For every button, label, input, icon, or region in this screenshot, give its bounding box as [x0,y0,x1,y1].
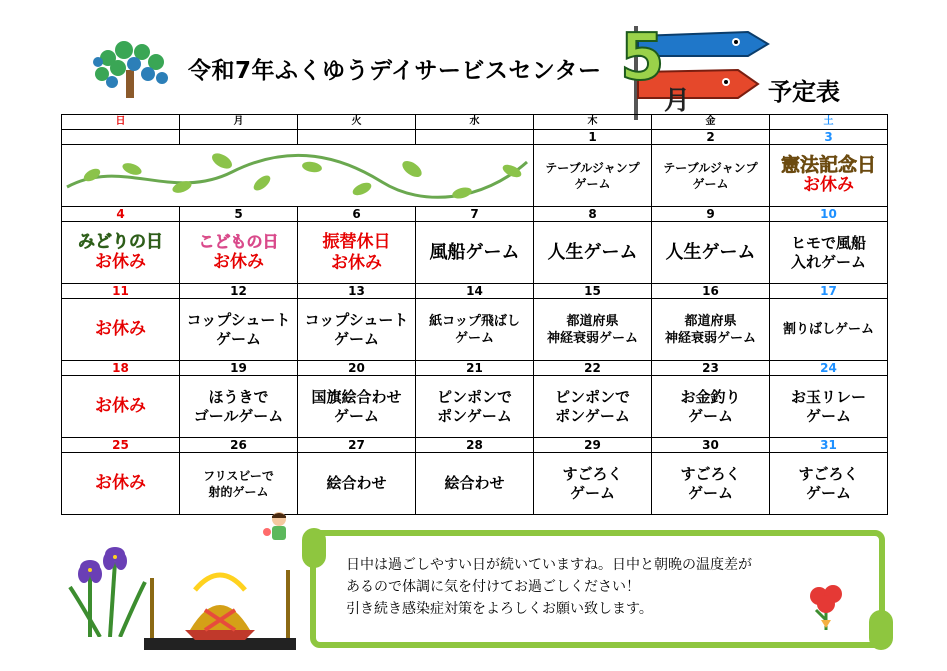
date-cell: 25 [62,438,180,453]
activity-cell: ヒモで風船 入れゲーム [770,222,888,284]
closed-label: お休み [213,252,264,272]
message-line: あるので体調に気を付けてお過ごしください！ [346,579,640,595]
holiday-name: こどもの日 [198,232,279,251]
iris-flower-icon [60,532,150,637]
weekday-header-row [62,115,888,130]
activity-cell: 都道府県 神経衰弱ゲーム [652,299,770,361]
date-cell: 21 [416,361,534,376]
date-cell: 10 [770,207,888,222]
date-cell: 3 [770,130,888,145]
date-cell: 4 [62,207,180,222]
activity-cell: テーブルジャンプ ゲーム [652,145,770,207]
vine-decoration-cell [62,145,534,207]
date-cell: 24 [770,361,888,376]
week-3-activities [62,299,888,361]
activity-cell: 風船ゲーム [416,222,534,284]
week-4-dates [62,361,888,376]
week-2-dates [62,207,888,222]
date-cell [298,130,416,145]
closed-label: お休み [95,252,146,272]
activity-cell: すごろく ゲーム [534,453,652,515]
date-cell: 27 [298,438,416,453]
date-cell: 16 [652,284,770,299]
activity-cell-closed: お休み [62,453,180,515]
date-cell: 9 [652,207,770,222]
weekday-mon: 月 [180,115,298,130]
activity-cell: すごろく ゲーム [770,453,888,515]
message-line: 日中は過ごしやすい日が続いていますね。日中と朝晩の温度差が [346,557,752,573]
activity-cell-closed: お休み [62,299,180,361]
activity-cell-holiday [298,222,416,284]
month-kanji: 月 [664,86,691,116]
calendar-table [61,114,888,515]
weekday-fri: 金 [652,115,770,130]
message-text [346,554,752,620]
message-line: 引き続き感染症対策をよろしくお願い致します。 [346,601,653,617]
month-number: 5 [620,21,665,95]
activity-cell: 国旗絵合わせ ゲーム [298,376,416,438]
kabuto-helmet-icon [140,560,300,655]
tree-logo-icon [88,38,176,102]
date-cell: 1 [534,130,652,145]
activity-cell: 人生ゲーム [534,222,652,284]
date-cell: 7 [416,207,534,222]
holiday-name: みどりの日 [78,232,163,252]
activity-cell: テーブルジャンプ ゲーム [534,145,652,207]
date-cell: 23 [652,361,770,376]
activity-cell-holiday [180,222,298,284]
week-2-activities [62,222,888,284]
activity-cell: 絵合わせ [298,453,416,515]
date-cell: 12 [180,284,298,299]
week-5-activities [62,453,888,515]
date-cell: 29 [534,438,652,453]
date-cell: 5 [180,207,298,222]
page-title: 令和7年ふくゆうデイサービスセンター [188,58,602,84]
date-cell: 17 [770,284,888,299]
activity-cell-holiday [770,145,888,207]
date-cell: 26 [180,438,298,453]
holiday-name: 振替休日 [322,231,391,252]
activity-cell: 紙コップ飛ばし ゲーム [416,299,534,361]
date-cell: 11 [62,284,180,299]
date-cell: 8 [534,207,652,222]
activity-cell: ピンポンで ポンゲーム [534,376,652,438]
date-cell: 13 [298,284,416,299]
activity-cell: お金釣り ゲーム [652,376,770,438]
activity-cell-closed: お休み [62,376,180,438]
activity-cell: フリスビーで 射的ゲーム [180,453,298,515]
carnation-icon [801,580,851,630]
weekday-wed: 水 [416,115,534,130]
activity-cell: 絵合わせ [416,453,534,515]
scroll-decoration [869,610,893,650]
scroll-decoration [302,528,326,568]
activity-cell: コップシュート ゲーム [180,299,298,361]
date-cell: 30 [652,438,770,453]
activity-cell: すごろく ゲーム [652,453,770,515]
date-cell: 28 [416,438,534,453]
week-3-dates [62,284,888,299]
activity-cell: お玉リレー ゲーム [770,376,888,438]
holiday-name: 憲法記念日 [780,154,876,176]
date-cell [416,130,534,145]
date-cell: 31 [770,438,888,453]
activity-cell: 都道府県 神経衰弱ゲーム [534,299,652,361]
weekday-sat: 土 [770,115,888,130]
date-cell: 18 [62,361,180,376]
weekday-sun: 日 [62,115,180,130]
weekday-thu: 木 [534,115,652,130]
activity-cell: 人生ゲーム [652,222,770,284]
week-4-activities [62,376,888,438]
activity-cell: コップシュート ゲーム [298,299,416,361]
activity-cell: 割りばしゲーム [770,299,888,361]
closed-label: お休み [331,252,382,273]
date-cell [62,130,180,145]
activity-cell: ほうきで ゴールゲーム [180,376,298,438]
message-box [310,530,885,648]
date-cell: 6 [298,207,416,222]
week-1-activities [62,145,888,207]
date-cell: 19 [180,361,298,376]
closed-label: お休み [803,175,854,195]
date-cell: 15 [534,284,652,299]
activity-cell: ピンポンで ポンゲーム [416,376,534,438]
vine-leaves-icon [62,147,532,205]
date-cell: 22 [534,361,652,376]
date-cell: 20 [298,361,416,376]
week-1-dates [62,130,888,145]
activity-cell-holiday [62,222,180,284]
week-5-dates [62,438,888,453]
person-icon [262,510,296,544]
schedule-label: 予定表 [768,78,840,106]
date-cell: 2 [652,130,770,145]
date-cell: 14 [416,284,534,299]
weekday-tue: 火 [298,115,416,130]
date-cell [180,130,298,145]
